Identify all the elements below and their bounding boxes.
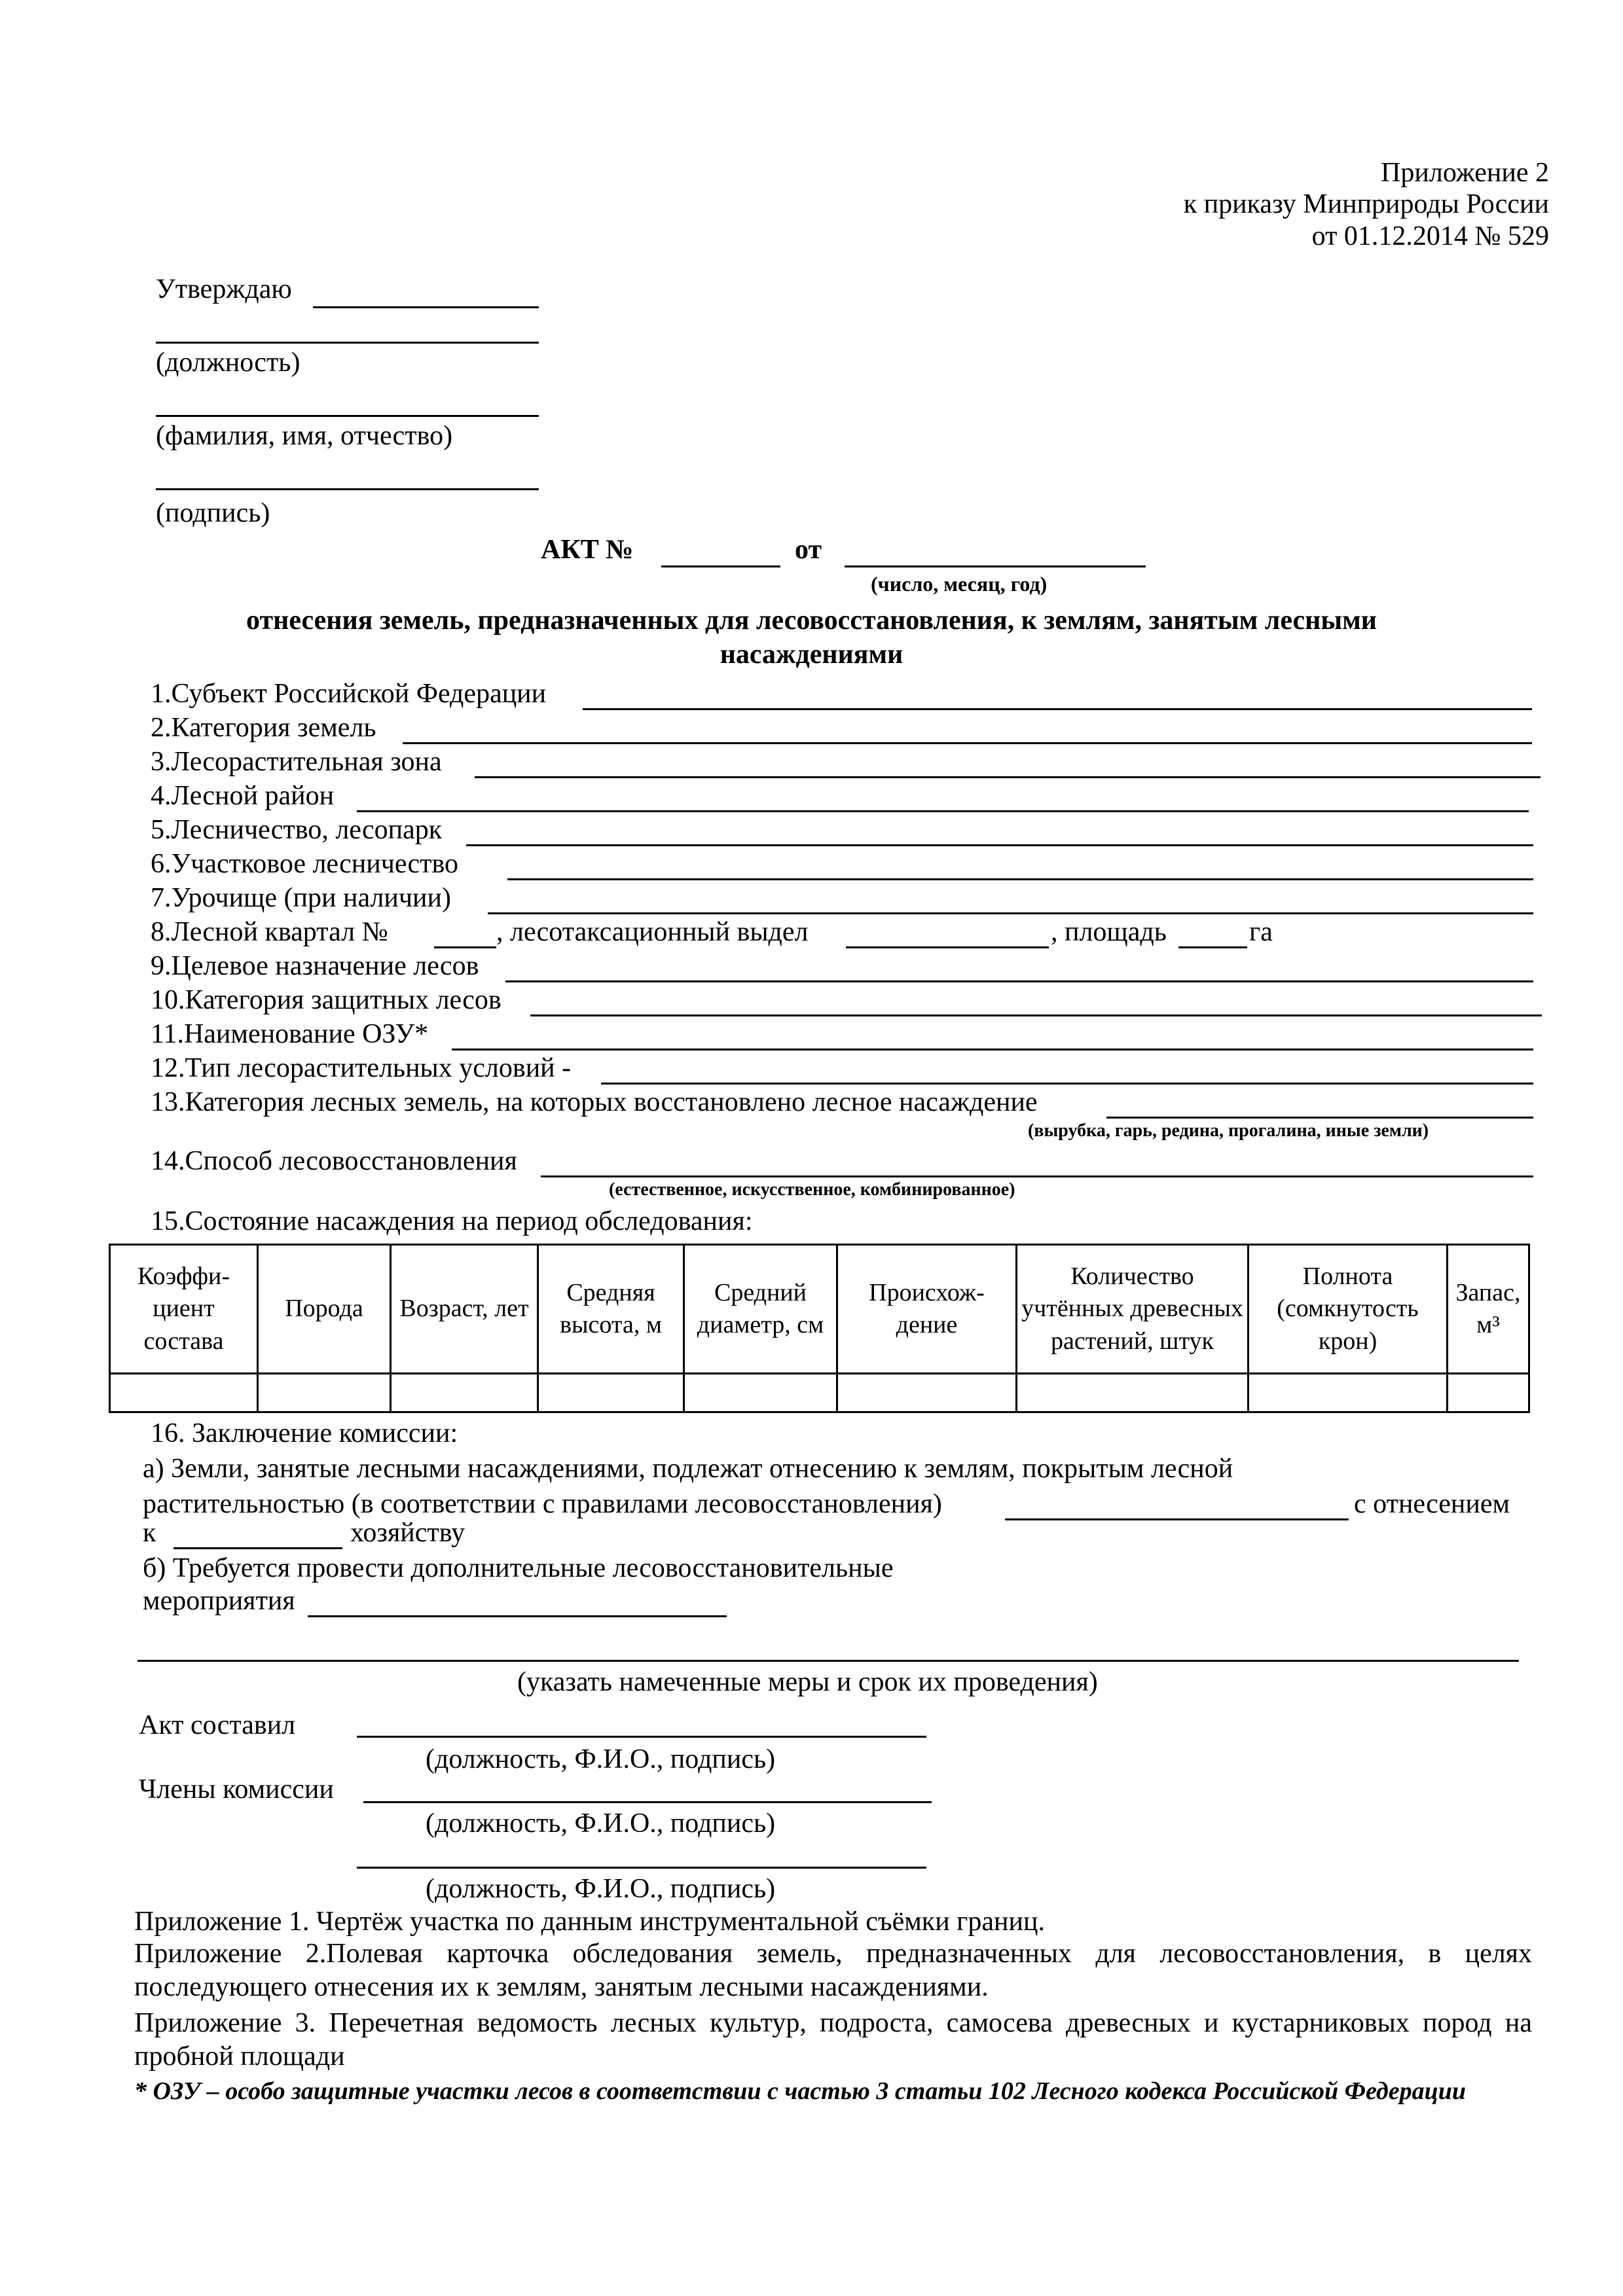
members-label: Члены комиссии (139, 1774, 334, 1804)
conclusion-measures-line[interactable] (308, 1615, 727, 1617)
field-compartment-line[interactable] (846, 946, 1049, 948)
col-header-diameter: Средний диаметр, см (684, 1245, 837, 1374)
col-header-age: Возраст, лет (391, 1245, 538, 1374)
conclusion-a-economy: хозяйству (350, 1518, 465, 1548)
conclusion-economy-line[interactable] (173, 1547, 342, 1549)
composed-by-label: Акт составил (139, 1710, 296, 1740)
field-zone-line[interactable] (475, 776, 1541, 778)
col-header-stock: Запас, м³ (1448, 1245, 1529, 1374)
conclusion-a-to: к (143, 1518, 156, 1548)
field-ozu-label: 11.Наименование ОЗУ* (151, 1019, 429, 1049)
field-tract-line[interactable] (488, 912, 1533, 914)
conclusion-rules-line[interactable] (1005, 1518, 1349, 1520)
field-area-unit: га (1249, 917, 1273, 947)
table-cell[interactable] (1249, 1374, 1448, 1412)
table-cell[interactable] (391, 1374, 538, 1412)
table-cell[interactable] (110, 1374, 258, 1412)
field-purpose-label: 9.Целевое назначение лесов (151, 951, 479, 981)
act-date-label: от (795, 535, 822, 565)
appendix-header (1184, 157, 1549, 252)
fio-line[interactable] (156, 415, 539, 417)
member1-hint: (должность, Ф.И.О., подпись) (426, 1808, 776, 1839)
field-area-label: , площадь (1051, 917, 1167, 947)
field-method-label: 14.Способ лесовосстановления (151, 1146, 517, 1176)
col-header-height: Средняя высота, м (538, 1245, 684, 1374)
field-land-category-line[interactable] (403, 742, 1532, 744)
field-conditions-line[interactable] (601, 1083, 1533, 1085)
col-header-count: Количество учтённых древесных растений, штук (1017, 1245, 1249, 1374)
field-area-line[interactable] (1178, 946, 1247, 948)
conclusion-b-line2: мероприятия (143, 1586, 295, 1616)
appendix-2: Приложение 2.Полевая карточка обследования земель, предназначенных для лесовосстановления, в целях последующего отнесения их к землям, занятым лесными насаждениями. (134, 1939, 1532, 2003)
member2-hint: (должность, Ф.И.О., подпись) (426, 1874, 776, 1904)
date-hint: (число, месяц, год) (871, 572, 1048, 596)
field-subforestry-line[interactable] (507, 878, 1533, 880)
field-conditions-label: 12.Тип лесорастительных условий - (151, 1053, 572, 1083)
act-number-label: АКТ № (541, 535, 634, 565)
field-forest-lands-hint: (вырубка, гарь, редина, прогалина, иные земли) (1028, 1121, 1429, 1141)
field-state-label: 15.Состояние насаждения на период обследования: (151, 1206, 753, 1236)
table-header-row (110, 1245, 1529, 1374)
appendix-1: Приложение 1. Чертёж участка по данным инструментальной съёмки границ. (134, 1907, 1045, 1937)
col-header-species: Порода (258, 1245, 391, 1374)
field-subject-label: 1.Субъект Российской Федерации (151, 679, 547, 709)
field-protective-label: 10.Категория защитных лесов (151, 985, 501, 1015)
stand-state-table (109, 1244, 1530, 1413)
ozu-footnote: * ОЗУ – особо защитные участки лесов в соответствии с частью 3 статьи 102 Лесного кодекса Российской Федерации (134, 2077, 1467, 2105)
field-district-label: 4.Лесной район (151, 781, 335, 811)
act-title-line1: отнесения земель, предназначенных для лесовосстановления, к землям, занятым лесными (246, 605, 1377, 636)
appendix-order: к приказу Минприроды России (1183, 189, 1549, 220)
composed-by-hint: (должность, Ф.И.О., подпись) (426, 1744, 776, 1774)
field-method-line[interactable] (541, 1175, 1533, 1177)
field-forest-lands-line[interactable] (1106, 1117, 1533, 1119)
col-header-origin: Происхож-дение (837, 1245, 1017, 1374)
act-number-line[interactable] (661, 565, 780, 567)
field-district-line[interactable] (357, 810, 1529, 812)
table-cell[interactable] (258, 1374, 391, 1412)
field-forestry-line[interactable] (466, 844, 1533, 846)
member1-line[interactable] (363, 1801, 932, 1803)
conclusion-a-assign: с отнесением (1354, 1489, 1510, 1519)
position-label: (должность) (156, 348, 301, 378)
field-zone-label: 3.Лесорастительная зона (151, 747, 442, 777)
field-quarter-label: 8.Лесной квартал № (151, 917, 388, 947)
field-protective-line[interactable] (530, 1014, 1542, 1016)
fio-label: (фамилия, имя, отчество) (156, 421, 453, 451)
composed-by-line[interactable] (357, 1736, 926, 1738)
field-ozu-line[interactable] (452, 1049, 1533, 1050)
col-header-coefficient: Коэффи-циент состава (110, 1245, 258, 1374)
act-date-line[interactable] (845, 565, 1146, 567)
table-cell[interactable] (837, 1374, 1017, 1412)
table-row (110, 1374, 1529, 1412)
act-title-line2: насаждениями (720, 639, 903, 670)
signature-label: (подпись) (156, 498, 270, 528)
conclusion-b-line1: б) Требуется провести дополнительные лесовосстановительные (143, 1553, 894, 1583)
field-method-hint: (естественное, искусственное, комбинированное) (609, 1179, 1015, 1200)
field-compartment-label: , лесотаксационный выдел (496, 917, 809, 947)
table-cell[interactable] (1448, 1374, 1529, 1412)
field-subject-line[interactable] (583, 708, 1532, 710)
table-cell[interactable] (1017, 1374, 1249, 1412)
field-purpose-line[interactable] (505, 980, 1533, 982)
conclusion-title: 16. Заключение комиссии: (151, 1418, 458, 1448)
table-cell[interactable] (538, 1374, 684, 1412)
field-quarter-line[interactable] (434, 946, 496, 948)
field-forest-lands-label: 13.Категория лесных земель, на которых восстановлено лесное насаждение (151, 1087, 1038, 1117)
member2-line[interactable] (357, 1867, 926, 1869)
field-subforestry-label: 6.Участковое лесничество (151, 849, 459, 879)
appendix-3: Приложение 3. Перечетная ведомость лесных культур, подроста, самосева древесных и кустарниковых пород на пробной площади (134, 2008, 1532, 2072)
table-cell[interactable] (684, 1374, 837, 1412)
measures-hint: (указать намеченные меры и срок их проведения) (517, 1667, 1098, 1697)
signature-line[interactable] (156, 488, 539, 490)
approve-label: Утверждаю (156, 274, 292, 304)
position-line[interactable] (156, 342, 539, 344)
conclusion-a-line1: а) Земли, занятые лесными насаждениями, подлежат отнесению к землям, покрытым лесной (143, 1454, 1233, 1484)
conclusion-measures-line2[interactable] (137, 1660, 1519, 1662)
field-land-category-label: 2.Категория земель (151, 713, 376, 743)
appendix-date: от 01.12.2014 № 529 (1311, 221, 1549, 251)
col-header-density: Полнота (сомкнутость крон) (1249, 1245, 1448, 1374)
approve-line[interactable] (313, 306, 539, 308)
field-tract-label: 7.Урочище (при наличии) (151, 883, 451, 913)
conclusion-a-line2: растительностью (в соответствии с правилами лесовосстановления) (143, 1489, 942, 1519)
appendix-number: Приложение 2 (1381, 158, 1549, 188)
field-forestry-label: 5.Лесничество, лесопарк (151, 815, 443, 845)
